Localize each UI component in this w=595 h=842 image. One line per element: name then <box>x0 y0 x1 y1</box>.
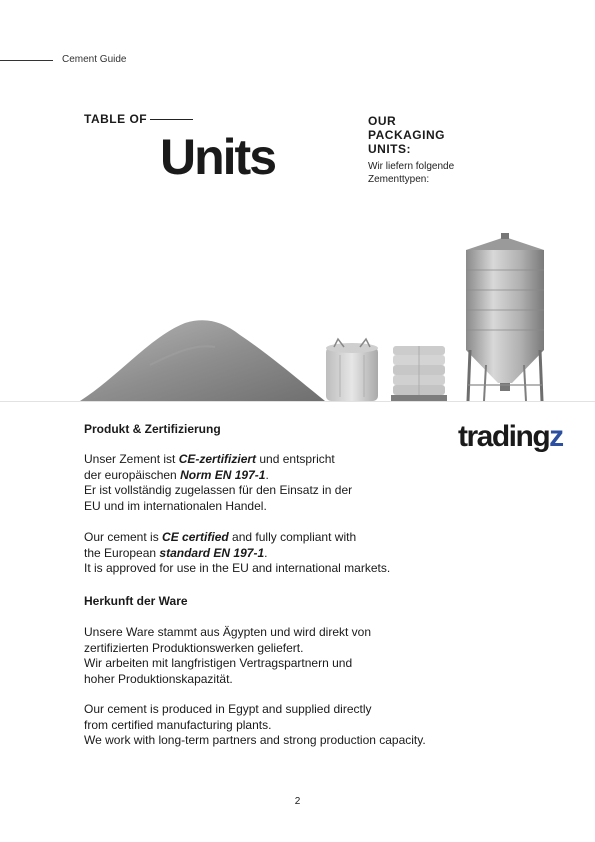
text-line: zertifizierten Produktionswerken geliefert. <box>84 640 304 655</box>
silo-image <box>466 233 544 401</box>
big-bag-image <box>326 339 378 401</box>
packaging-heading <box>368 114 478 156</box>
tradingz-logo <box>458 420 563 454</box>
toc-label: TABLE OF <box>84 112 148 126</box>
text-line: Wir arbeiten mit langfristigen Vertragspartnern und <box>84 656 353 670</box>
bag-pallet-image <box>391 346 447 401</box>
packaging-heading-line: PACKAGING <box>368 128 445 142</box>
emphasis-ce: CE-zertifiziert <box>178 452 257 466</box>
logo-accent: z <box>549 420 563 453</box>
page-number: 2 <box>294 796 301 807</box>
text-line: EU und im internationalen Handel. <box>84 498 267 513</box>
text-run: and fully compliant with <box>228 530 357 544</box>
logo-main: trading <box>458 420 550 453</box>
cement-pile-image <box>80 320 325 401</box>
page-title: Units <box>160 129 275 185</box>
packaging-subtitle-line: Zementtypen: <box>368 174 430 185</box>
text-run: . <box>265 467 269 482</box>
text-line: Unsere Ware stammt aus Ägypten und wird direkt von <box>84 625 372 639</box>
packaging-heading-line: OUR <box>368 114 397 128</box>
text-run: Unser Zement ist <box>84 452 179 466</box>
toc-rule <box>150 119 193 120</box>
text-line: from certified manufacturing plants. <box>84 717 272 732</box>
emphasis-ce: CE certified <box>162 530 229 544</box>
emphasis-standard: standard EN 197-1 <box>159 545 265 560</box>
packaging-heading-line: UNITS: <box>368 142 411 156</box>
text-line: Our cement is produced in Egypt and supplied directly <box>84 702 372 716</box>
packaging-subtitle <box>368 160 478 186</box>
origin-de-paragraph <box>84 625 514 687</box>
packaging-illustration <box>0 225 595 405</box>
text-line: We work with long-term partners and strong production capacity. <box>84 733 426 747</box>
origin-en-paragraph <box>84 702 514 749</box>
text-run: the European <box>84 545 160 560</box>
header-title: Cement Guide <box>62 54 127 65</box>
text-line: hoher Produktionskapazität. <box>84 671 233 686</box>
text-run: . <box>264 545 268 560</box>
text-line: It is approved for use in the EU and international markets. <box>84 561 391 575</box>
text-line: Er ist vollständig zugelassen für den Einsatz in der <box>84 483 353 497</box>
certification-de-paragraph <box>84 452 514 514</box>
header-rule <box>0 60 53 61</box>
certification-en-paragraph <box>84 530 514 577</box>
text-run: der europäischen <box>84 467 181 482</box>
emphasis-norm: Norm EN 197-1 <box>180 467 266 482</box>
section-heading-certification: Produkt & Zertifizierung <box>84 422 221 436</box>
text-run: Our cement is <box>84 530 163 544</box>
text-run: und entspricht <box>256 452 335 466</box>
packaging-subtitle-line: Wir liefern folgende <box>368 161 455 172</box>
section-heading-origin: Herkunft der Ware <box>84 594 188 608</box>
